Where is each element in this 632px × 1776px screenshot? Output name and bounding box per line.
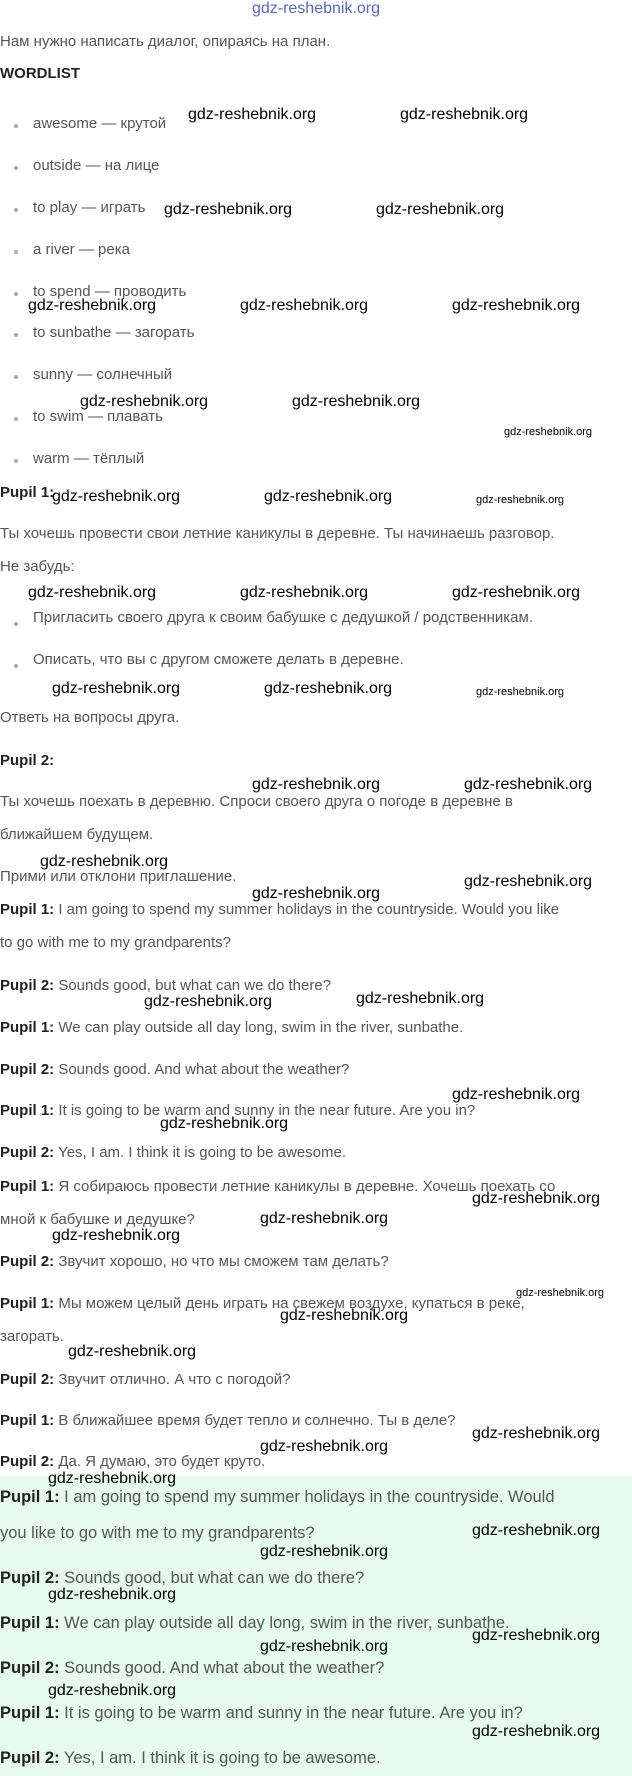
watermark: gdz-reshebnik.org [472, 1190, 601, 1207]
watermark: gdz-reshebnik.org [504, 426, 593, 438]
watermark: gdz-reshebnik.org [260, 1438, 389, 1455]
bullet-icon [14, 166, 18, 170]
dialog-text: Звучит хорошо, но что мы сможем там делать? [54, 1253, 389, 1270]
watermark: gdz-reshebnik.org [28, 584, 157, 601]
wordlist-title: WORDLIST [0, 65, 80, 82]
watermark: gdz-reshebnik.org [516, 1287, 605, 1299]
task-pupil1-label: Pupil 1: [0, 484, 55, 501]
watermark: gdz-reshebnik.org [464, 776, 593, 793]
speaker-label: Pupil 1: [0, 1295, 55, 1312]
watermark: gdz-reshebnik.org [376, 201, 505, 218]
wordlist-item: to sunbathe — загорать [33, 324, 195, 341]
speaker-label: Pupil 2: [0, 977, 55, 994]
task-pupil2-text: Прими или отклони приглашение. [0, 868, 237, 885]
dialog-line [0, 1144, 346, 1161]
watermark: gdz-reshebnik.org [264, 680, 393, 697]
dialog-line [0, 1371, 291, 1388]
task-pupil1-text: Ты хочешь провести свои летние каникулы в деревне. Ты начинаешь разговор. [0, 525, 555, 542]
bullet-icon [14, 664, 18, 668]
dialog-text: Я собираюсь провести летние каникулы в деревне. Хочешь поехать со [54, 1178, 556, 1195]
watermark: gdz-reshebnik.org [52, 1227, 181, 1244]
watermark: gdz-reshebnik.org [472, 1723, 601, 1740]
watermark: gdz-reshebnik.org [68, 1343, 197, 1360]
speaker-label: Pupil 2: [0, 1371, 55, 1388]
dialog-line [0, 901, 559, 918]
watermark: gdz-reshebnik.org [472, 1522, 601, 1539]
task-item: Пригласить своего друга к своим бабушке с дедушкой / родственникам. [33, 609, 533, 626]
task-item: Описать, что вы с другом сможете делать в деревне. [33, 651, 404, 668]
dialog-text: Sounds good. And what about the weather? [54, 1061, 350, 1078]
dialog-text: We can play outside all day long, swim in the river, sunbathe. [59, 1614, 510, 1632]
speaker-label: Pupil 2: [0, 1453, 55, 1470]
dialog-line [0, 1488, 555, 1507]
watermark: gdz-reshebnik.org [188, 106, 317, 123]
watermark: gdz-reshebnik.org [48, 1470, 177, 1487]
watermark: gdz-reshebnik.org [252, 885, 381, 902]
watermark: gdz-reshebnik.org [356, 990, 485, 1007]
watermark: gdz-reshebnik.org [48, 1586, 177, 1603]
bullet-icon [14, 333, 18, 337]
watermark: gdz-reshebnik.org [80, 393, 209, 410]
speaker-label: Pupil 1: [0, 901, 55, 918]
dialog-line [0, 1061, 349, 1078]
wordlist-item: to play — играть [33, 199, 146, 216]
dialog-text: Мы можем целый день играть на свежем воздухе, купаться в реке, [54, 1295, 525, 1312]
watermark: gdz-reshebnik.org [452, 1086, 581, 1103]
bullet-icon [14, 250, 18, 254]
wordlist-item: to spend — проводить [33, 283, 187, 300]
dialog-line [0, 1659, 384, 1678]
dialog-text: мной к бабушке и дедушке? [0, 1211, 195, 1228]
watermark: gdz-reshebnik.org [160, 1115, 289, 1132]
dialog-text: We can play outside all day long, swim in the river, sunbathe. [54, 1019, 464, 1036]
dialog-line [0, 1295, 525, 1312]
wordlist-item: awesome — крутой [33, 115, 167, 132]
watermark: gdz-reshebnik.org [452, 584, 581, 601]
wordlist-item: to swim — плавать [33, 408, 163, 425]
dialog-line [0, 1749, 381, 1768]
dialog-line [0, 1614, 510, 1633]
dialog-text: Sounds good, but what can we do there? [59, 1569, 365, 1587]
bullet-icon [14, 292, 18, 296]
dialog-line [0, 1704, 523, 1723]
speaker-label: Pupil 1: [0, 1178, 55, 1195]
watermark: gdz-reshebnik.org [164, 201, 293, 218]
intro-text: Нам нужно написать диалог, опираясь на план. [0, 33, 331, 50]
watermark: gdz-reshebnik.org [252, 776, 381, 793]
speaker-label: Pupil 1: [0, 1412, 55, 1429]
watermark: gdz-reshebnik.org [260, 1543, 389, 1560]
dialog-text: Sounds good, but what can we do there? [54, 977, 332, 994]
speaker-label: Pupil 1: [0, 1488, 60, 1506]
task-remember: Не забудь: [0, 558, 75, 575]
bullet-icon [14, 622, 18, 626]
watermark: gdz-reshebnik.org [28, 297, 157, 314]
dialog-text: I am going to spend my summer holidays in the countryside. Would [59, 1488, 555, 1506]
wordlist-item: sunny — солнечный [33, 366, 173, 383]
site-header-link[interactable]: gdz-reshebnik.org [251, 0, 381, 17]
watermark: gdz-reshebnik.org [400, 106, 529, 123]
watermark: gdz-reshebnik.org [452, 297, 581, 314]
dialog-text: I am going to spend my summer holidays in the countryside. Would you like [54, 901, 560, 918]
bullet-icon [14, 459, 18, 463]
speaker-label: Pupil 2: [0, 1569, 60, 1587]
dialog-line [0, 1019, 463, 1036]
dialog-text: Yes, I am. I think it is going to be awesome. [54, 1144, 346, 1161]
task-answer: Ответь на вопросы друга. [0, 709, 180, 726]
task-pupil2-label: Pupil 2: [0, 752, 55, 769]
dialog-line [0, 977, 331, 994]
dialog-text: Звучит отлично. А что с погодой? [54, 1371, 291, 1388]
speaker-label: Pupil 1: [0, 1019, 55, 1036]
watermark: gdz-reshebnik.org [472, 1425, 601, 1442]
wordlist-item: a river — река [33, 241, 130, 258]
speaker-label: Pupil 2: [0, 1061, 55, 1078]
dialog-text: to go with me to my grandparents? [0, 934, 231, 951]
dialog-text: В ближайшее время будет тепло и солнечно. Ты в деле? [54, 1412, 456, 1429]
watermark: gdz-reshebnik.org [260, 1210, 389, 1227]
speaker-label: Pupil 2: [0, 1144, 55, 1161]
watermark: gdz-reshebnik.org [240, 297, 369, 314]
speaker-label: Pupil 2: [0, 1659, 60, 1677]
watermark: gdz-reshebnik.org [476, 686, 565, 698]
watermark: gdz-reshebnik.org [52, 488, 181, 505]
bullet-icon [14, 375, 18, 379]
watermark: gdz-reshebnik.org [476, 494, 565, 506]
bullet-icon [14, 208, 18, 212]
speaker-label: Pupil 2: [0, 1253, 55, 1270]
wordlist-item: warm — тёплый [33, 450, 145, 467]
speaker-label: Pupil 1: [0, 1614, 60, 1632]
speaker-label: Pupil 2: [0, 1749, 60, 1767]
watermark: gdz-reshebnik.org [240, 584, 369, 601]
dialog-text: It is going to be warm and sunny in the near future. Are you in? [54, 1102, 476, 1119]
dialog-line [0, 1412, 455, 1429]
bullet-icon [14, 124, 18, 128]
watermark: gdz-reshebnik.org [464, 873, 593, 890]
watermark: gdz-reshebnik.org [280, 1307, 409, 1324]
speaker-label: Pupil 1: [0, 1102, 55, 1119]
dialog-text: It is going to be warm and sunny in the near future. Are you in? [59, 1704, 523, 1722]
task-pupil2-text: ближайшем будущем. [0, 826, 154, 843]
watermark: gdz-reshebnik.org [260, 1638, 389, 1655]
watermark: gdz-reshebnik.org [52, 680, 181, 697]
bullet-icon [14, 417, 18, 421]
watermark: gdz-reshebnik.org [472, 1627, 601, 1644]
dialog-text: Yes, I am. I think it is going to be awesome. [59, 1749, 381, 1767]
dialog-text: Да. Я думаю, это будет круто. [54, 1453, 266, 1470]
watermark: gdz-reshebnik.org [40, 853, 169, 870]
speaker-label: Pupil 1: [0, 1704, 60, 1722]
dialog-text: загорать. [0, 1328, 64, 1345]
dialog-line [0, 1453, 265, 1470]
watermark: gdz-reshebnik.org [144, 993, 273, 1010]
dialog-text: you like to go with me to my grandparents? [0, 1524, 315, 1542]
watermark: gdz-reshebnik.org [48, 1682, 177, 1699]
wordlist-item: outside — на лице [33, 157, 160, 174]
watermark: gdz-reshebnik.org [264, 488, 393, 505]
dialog-line [0, 1253, 389, 1270]
dialog-text: Sounds good. And what about the weather? [59, 1659, 385, 1677]
task-pupil2-text: Ты хочешь поехать в деревню. Спроси своего друга о погоде в деревне в [0, 793, 513, 810]
watermark: gdz-reshebnik.org [292, 393, 421, 410]
